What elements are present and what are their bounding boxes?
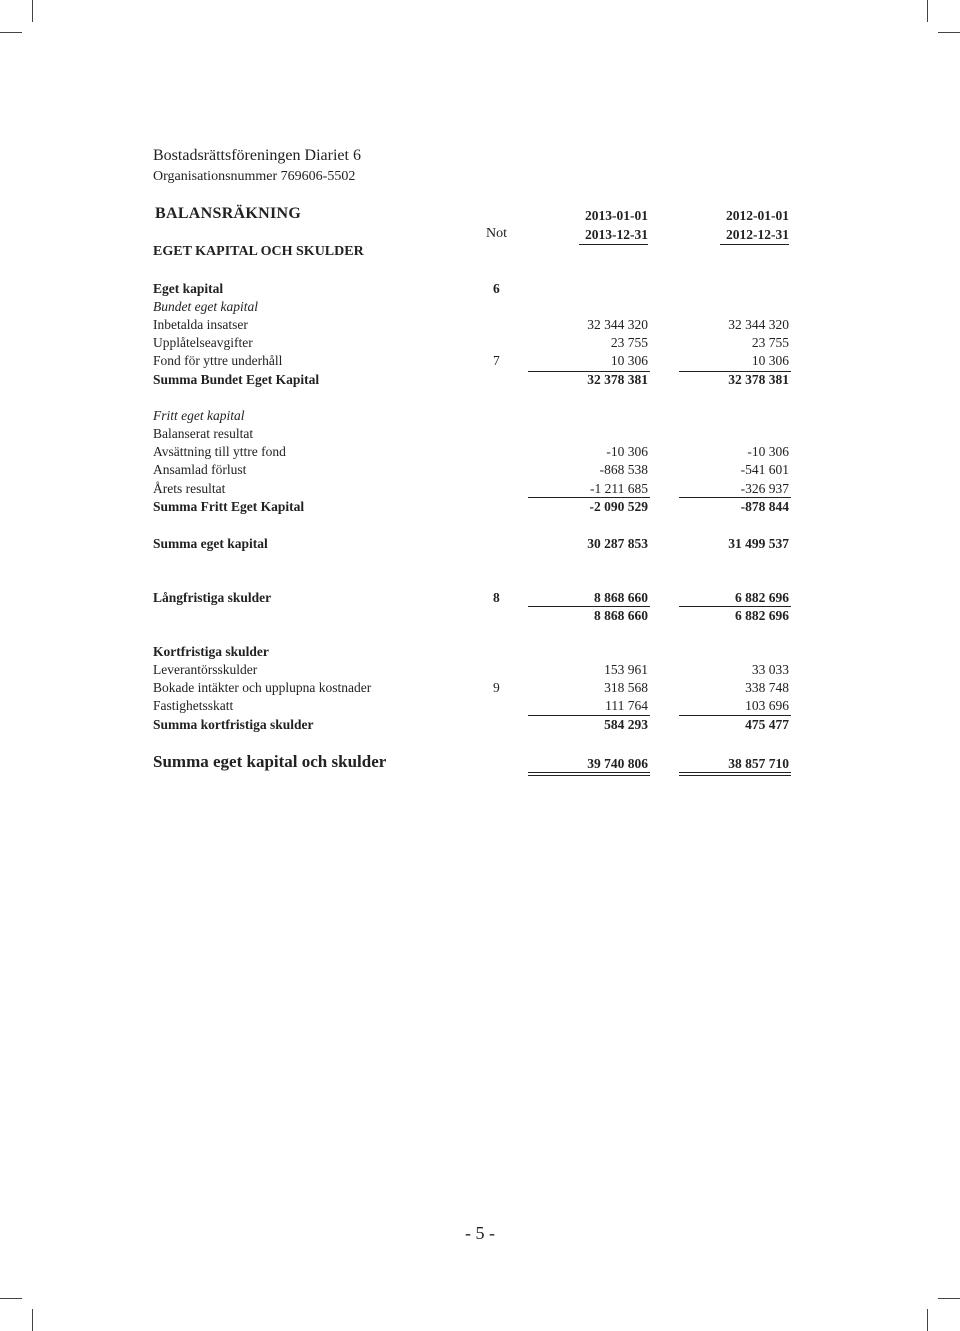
row-label: Fastighetsskatt bbox=[153, 698, 234, 713]
crop-mark bbox=[927, 0, 928, 22]
subtotal-line bbox=[528, 371, 650, 372]
grand-total-values bbox=[153, 755, 793, 773]
grand-total-value-2012: 38 857 710 bbox=[728, 756, 789, 771]
header-underline bbox=[720, 244, 789, 245]
col2-from: 2012-01-01 bbox=[726, 208, 789, 223]
row-value-2013: 153 961 bbox=[604, 662, 648, 677]
row-label: Balanserat resultat bbox=[153, 426, 254, 441]
note-column-header: Not bbox=[486, 226, 507, 241]
row-value-2012: 475 477 bbox=[745, 717, 789, 732]
table-row bbox=[153, 461, 793, 479]
row-label: Summa kortfristiga skulder bbox=[153, 717, 314, 732]
row-value-2013: 10 306 bbox=[610, 353, 648, 368]
row-value-2012: -878 844 bbox=[740, 499, 789, 514]
table-row bbox=[153, 716, 793, 734]
page-number: - 5 - bbox=[465, 1223, 495, 1243]
row-value-2013: -868 538 bbox=[599, 462, 648, 477]
row-value-2013: 318 568 bbox=[604, 680, 648, 695]
statement-subtitle: EGET KAPITAL OCH SKULDER bbox=[153, 244, 364, 259]
row-label: Inbetalda insatser bbox=[153, 317, 248, 332]
row-label: Årets resultat bbox=[153, 481, 226, 496]
table-row bbox=[153, 643, 793, 661]
double-underline bbox=[528, 775, 650, 776]
subtotal-line bbox=[679, 606, 791, 607]
row-value-2013: 32 344 320 bbox=[587, 317, 648, 332]
statement-title: BALANSRÄKNING bbox=[155, 205, 302, 222]
grand-total-label: Summa eget kapital och skulder bbox=[153, 752, 387, 771]
row-note: 9 bbox=[493, 680, 500, 695]
table-row bbox=[153, 352, 793, 370]
row-value-2013: 584 293 bbox=[604, 717, 648, 732]
row-label: Bokade intäkter och upplupna kostnader bbox=[153, 680, 372, 695]
table-row bbox=[153, 443, 793, 461]
row-value-2012: 338 748 bbox=[745, 680, 789, 695]
row-label: Leverantörsskulder bbox=[153, 662, 258, 677]
table-row bbox=[153, 407, 793, 425]
subtotal-line bbox=[679, 371, 791, 372]
row-label: Långfristiga skulder bbox=[153, 590, 272, 605]
row-value-2013: 111 764 bbox=[605, 698, 648, 713]
table-row bbox=[153, 661, 793, 679]
table-row bbox=[153, 589, 793, 607]
row-value-2013: 30 287 853 bbox=[587, 536, 648, 551]
row-label: Summa Bundet Eget Kapital bbox=[153, 372, 320, 387]
crop-mark bbox=[938, 1298, 960, 1299]
row-value-2012: 33 033 bbox=[751, 662, 789, 677]
table-row bbox=[153, 371, 793, 389]
row-value-2012: -10 306 bbox=[747, 444, 789, 459]
table-row bbox=[153, 334, 793, 352]
row-label: Fritt eget kapital bbox=[153, 408, 245, 423]
row-value-2012: 32 378 381 bbox=[728, 372, 789, 387]
col1-to: 2013-12-31 bbox=[585, 227, 648, 242]
crop-mark bbox=[32, 0, 33, 22]
row-value-2012: 23 755 bbox=[751, 335, 789, 350]
crop-mark bbox=[0, 1298, 22, 1299]
row-label: Kortfristiga skulder bbox=[153, 644, 269, 659]
table-row bbox=[153, 535, 793, 553]
row-label: Fond för yttre underhåll bbox=[153, 353, 283, 368]
crop-mark bbox=[938, 32, 960, 33]
crop-mark bbox=[927, 1309, 928, 1331]
subtotal-line bbox=[679, 715, 791, 716]
row-value-2013: -10 306 bbox=[606, 444, 648, 459]
row-value-2012: -541 601 bbox=[740, 462, 789, 477]
double-underline bbox=[679, 775, 791, 776]
row-value-2013: 8 868 660 bbox=[594, 590, 648, 605]
row-value-2012: 10 306 bbox=[751, 353, 789, 368]
subtotal-line bbox=[528, 497, 650, 498]
row-label: Upplåtelseavgifter bbox=[153, 335, 253, 350]
subtotal-line bbox=[528, 715, 650, 716]
table-row bbox=[153, 480, 793, 498]
row-value-2012: -326 937 bbox=[740, 481, 789, 496]
row-value-2013: 8 868 660 bbox=[594, 608, 648, 623]
row-label: Bundet eget kapital bbox=[153, 299, 258, 314]
table-row bbox=[153, 316, 793, 334]
row-label: Summa Fritt Eget Kapital bbox=[153, 499, 305, 514]
row-value-2013: 23 755 bbox=[610, 335, 648, 350]
row-label: Avsättning till yttre fond bbox=[153, 444, 286, 459]
row-value-2012: 103 696 bbox=[745, 698, 789, 713]
table-row bbox=[153, 607, 793, 625]
double-underline bbox=[679, 772, 791, 773]
row-value-2012: 31 499 537 bbox=[728, 536, 789, 551]
header-underline bbox=[579, 244, 648, 245]
organization-number: Organisationsnummer 769606-5502 bbox=[153, 169, 356, 184]
row-label: Ansamlad förlust bbox=[153, 462, 247, 477]
row-value-2012: 32 344 320 bbox=[728, 317, 789, 332]
row-value-2012: 6 882 696 bbox=[735, 590, 789, 605]
table-row bbox=[153, 679, 793, 697]
grand-total-value-2013: 39 740 806 bbox=[587, 756, 648, 771]
row-note: 6 bbox=[493, 281, 500, 296]
subtotal-line bbox=[528, 606, 650, 607]
organization-name: Bostadsrättsföreningen Diariet 6 bbox=[153, 147, 361, 164]
row-value-2013: 32 378 381 bbox=[587, 372, 648, 387]
table-row bbox=[153, 280, 793, 298]
crop-mark bbox=[0, 32, 22, 33]
row-note: 7 bbox=[493, 353, 500, 368]
row-label: Summa eget kapital bbox=[153, 536, 268, 551]
row-value-2012: 6 882 696 bbox=[735, 608, 789, 623]
row-note: 8 bbox=[493, 590, 500, 605]
subtotal-line bbox=[679, 497, 791, 498]
col1-from: 2013-01-01 bbox=[585, 208, 648, 223]
col2-to: 2012-12-31 bbox=[726, 227, 789, 242]
table-row bbox=[153, 498, 793, 516]
row-value-2013: -1 211 685 bbox=[590, 481, 648, 496]
table-row bbox=[153, 425, 793, 443]
table-row bbox=[153, 697, 793, 715]
row-label: Eget kapital bbox=[153, 281, 224, 296]
row-value-2013: -2 090 529 bbox=[589, 499, 648, 514]
table-row bbox=[153, 298, 793, 316]
crop-mark bbox=[32, 1309, 33, 1331]
double-underline bbox=[528, 772, 650, 773]
